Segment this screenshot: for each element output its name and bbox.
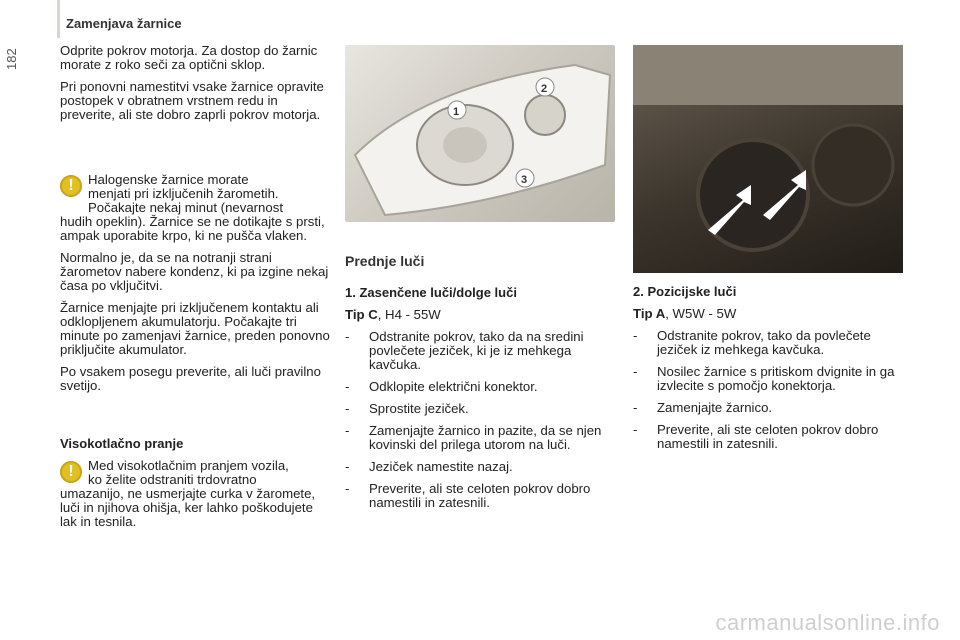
list-item: - Nosilec žarnice s pritiskom dvignite in ga izvlecite s pomočjo konektorja.: [633, 365, 908, 393]
header-bar: [57, 0, 60, 38]
heading-pressure-wash: Visokotlačno pranje: [60, 436, 184, 451]
heading-front-lights: Prednje luči: [345, 253, 425, 269]
list-item: - Preverite, ali ste celoten pokrov dobro namestili in zatesnili.: [633, 423, 908, 451]
paragraph: Po vsakem posegu preverite, ali luči pravilno svetijo.: [60, 364, 321, 393]
warning-line: ko želite odstraniti trdovratno: [88, 472, 257, 487]
paragraph: Pri ponovni namestitvi vsake žarnice opravite postopek v obratnem vrstnem redu in preverite, ali ste dobro zaprli pokrov motorja.: [60, 79, 324, 122]
page-number: 182: [4, 48, 19, 70]
warning-box: [60, 459, 330, 529]
warning-text: umazanijo, ne usmerjajte curka v žaromete, luči in njihova ohišja, ker lahko poškodujete lak in tesnila.: [60, 486, 316, 529]
warning-box: [60, 173, 330, 243]
bulb-spec: Tip C, H4 - 55W: [345, 307, 441, 322]
warning-line: Halogenske žarnice morate: [88, 172, 249, 187]
headlamp-figure: [345, 45, 615, 222]
heading-position-lights: 2. Pozicijske luči: [633, 284, 737, 299]
column-left: [60, 44, 330, 529]
list-item: - Jeziček namestite nazaj.: [345, 460, 615, 474]
warning-line: Počakajte nekaj minut (nevarnost: [88, 200, 283, 215]
paragraph: Normalno je, da se na notranji strani žarometov nabere kondenz, ki pa izgine nekaj časa po vključitvi.: [60, 250, 329, 293]
warning-icon: !: [60, 461, 82, 483]
warning-line: Med visokotlačnim pranjem vozila,: [88, 458, 289, 473]
column-middle: [345, 254, 615, 518]
warning-icon: !: [60, 175, 82, 197]
engine-bay-photo: [633, 45, 903, 273]
warning-line: menjati pri izključenih žarometih.: [88, 186, 279, 201]
section-title: Zamenjava žarnice: [66, 16, 182, 31]
list-item: - Zamenjajte žarnico in pazite, da se njen kovinski del prilega utorom na luči.: [345, 424, 615, 452]
list-item: - Preverite, ali ste celoten pokrov dobro namestili in zatesnili.: [345, 482, 615, 510]
heading-low-high-beam: 1. Zasenčene luči/dolge luči: [345, 285, 517, 300]
paragraph: Žarnice menjajte pri izključenem kontaktu ali odklopljenem akumulatorju. Počakajte tri minute po zamenjavi žarnice, preden ponovno priključite akumulator.: [60, 300, 330, 357]
instruction-list: [345, 330, 615, 510]
watermark: carmanualsonline.info: [715, 610, 940, 635]
paragraph: Odprite pokrov motorja. Za dostop do žarnic morate z roko seči za optični sklop.: [60, 43, 318, 72]
instruction-list: [633, 329, 908, 451]
figure-label-2: 2: [541, 83, 548, 95]
list-item: - Odstranite pokrov, tako da na sredini povlečete jeziček, ki je iz mehkega kavčuka.: [345, 330, 615, 372]
warning-text: hudih opeklin). Žarnice se ne dotikajte s prsti, ampak uporabite krpo, ki ne pušča vlaken.: [60, 214, 325, 243]
list-item: - Sprostite jeziček.: [345, 402, 615, 416]
column-right: [633, 285, 908, 459]
bulb-spec: Tip A, W5W - 5W: [633, 306, 737, 321]
figure-label-1: 1: [453, 106, 460, 118]
list-item: - Odstranite pokrov, tako da povlečete jeziček iz mehkega kavčuka.: [633, 329, 908, 357]
list-item: - Odklopite električni konektor.: [345, 380, 615, 394]
figure-label-3: 3: [521, 174, 528, 186]
list-item: - Zamenjajte žarnico.: [633, 401, 908, 415]
